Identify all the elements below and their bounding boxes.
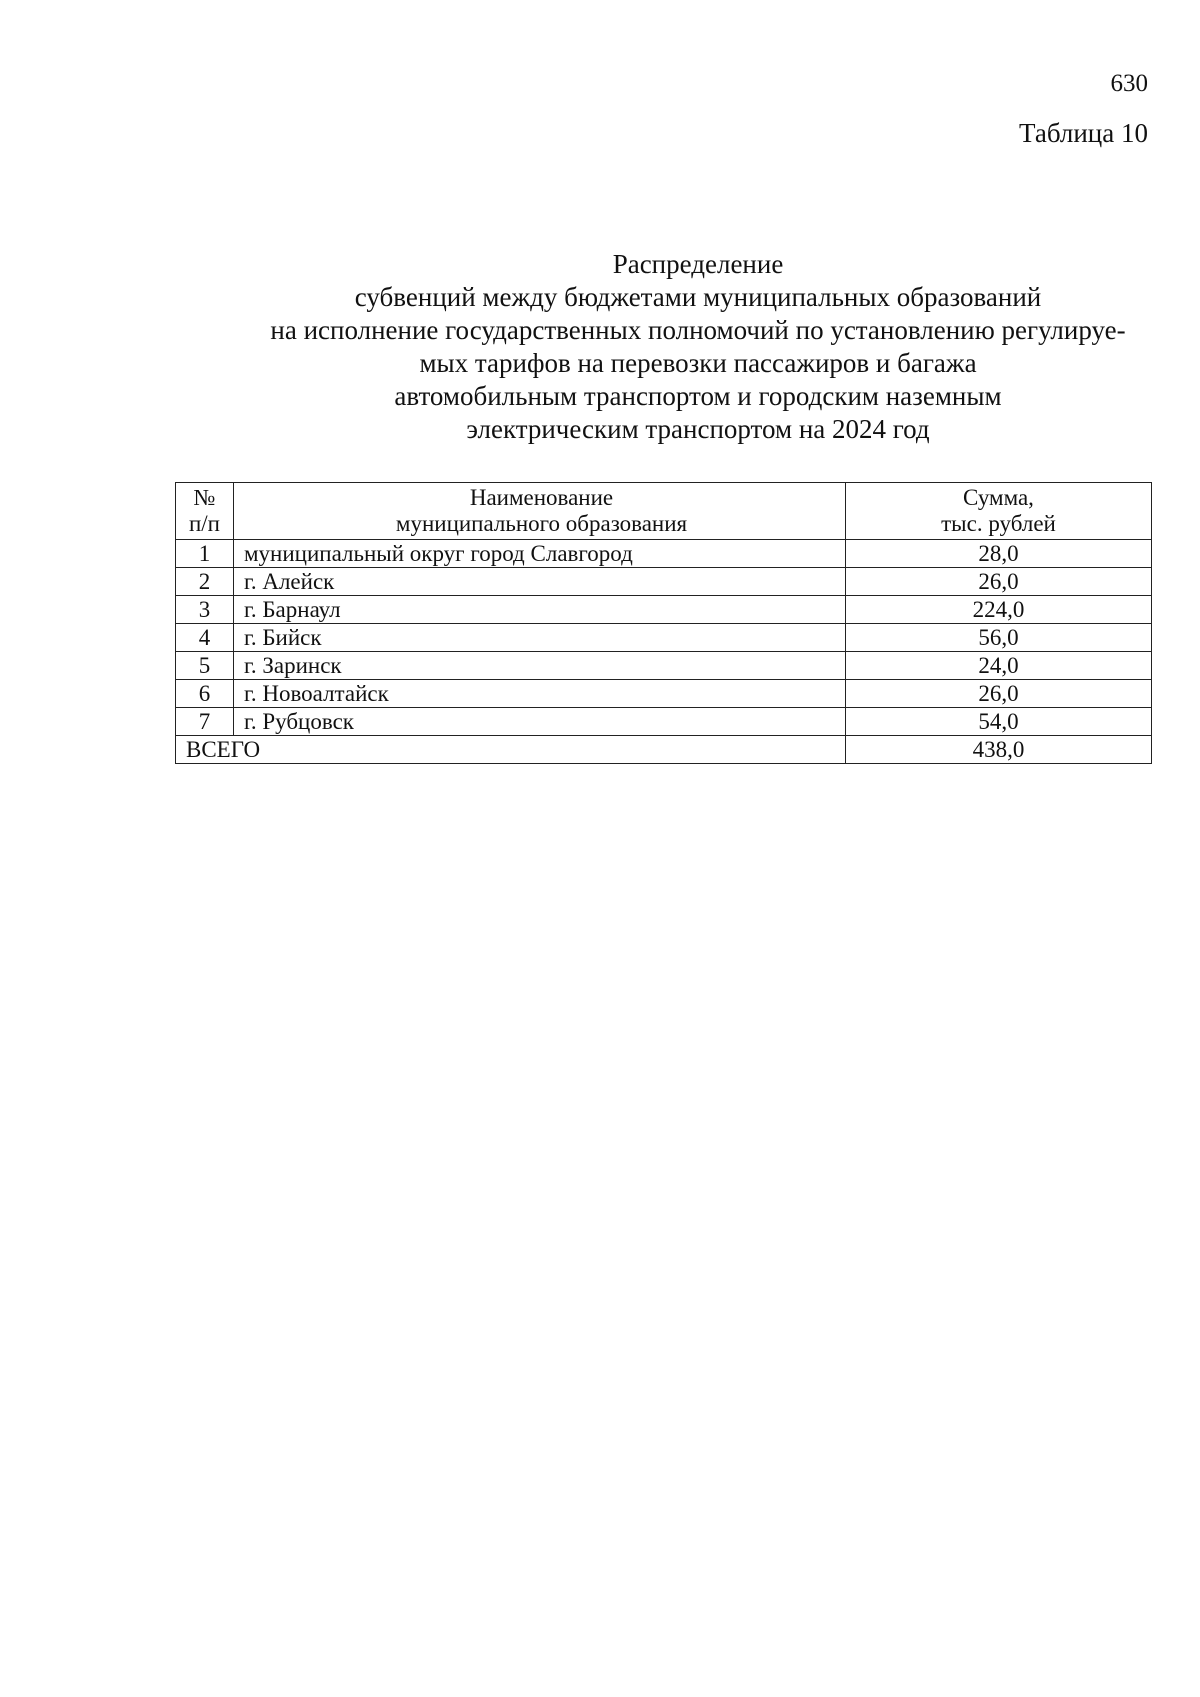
row-num: 5 xyxy=(176,652,234,680)
document-heading xyxy=(198,248,1198,446)
row-sum: 224,0 xyxy=(846,596,1152,624)
header-name-line: Наименование xyxy=(469,485,614,510)
row-sum: 24,0 xyxy=(846,652,1152,680)
row-num: 3 xyxy=(176,596,234,624)
table-row xyxy=(176,708,1152,736)
subvention-table xyxy=(175,482,1152,764)
table-total-row xyxy=(176,736,1152,764)
heading-line: Распределение xyxy=(612,249,784,279)
row-sum: 56,0 xyxy=(846,624,1152,652)
row-name: г. Заринск xyxy=(234,652,846,680)
table-row xyxy=(176,624,1152,652)
row-num: 2 xyxy=(176,568,234,596)
heading-line: на исполнение государственных полномочий по установлению регулируе- xyxy=(270,315,1126,345)
table-row xyxy=(176,680,1152,708)
total-sum: 438,0 xyxy=(846,736,1152,764)
table-row xyxy=(176,540,1152,568)
header-name xyxy=(234,483,846,540)
heading-line: субвенций между бюджетами муниципальных образований xyxy=(354,282,1042,312)
row-num: 1 xyxy=(176,540,234,568)
row-name: г. Алейск xyxy=(234,568,846,596)
table-row xyxy=(176,652,1152,680)
heading-line: электрическим транспортом на 2024 год xyxy=(466,414,930,444)
row-name: г. Барнаул xyxy=(234,596,846,624)
row-sum: 28,0 xyxy=(846,540,1152,568)
row-num: 4 xyxy=(176,624,234,652)
total-label: ВСЕГО xyxy=(176,736,846,764)
header-num-line: п/п xyxy=(188,511,220,536)
row-name: г. Новоалтайск xyxy=(234,680,846,708)
row-name: г. Бийск xyxy=(234,624,846,652)
heading-line: автомобильным транспортом и городским наземным xyxy=(394,381,1002,411)
table-label: Таблица 10 xyxy=(1019,118,1148,148)
row-num: 6 xyxy=(176,680,234,708)
row-sum: 26,0 xyxy=(846,680,1152,708)
row-name: муниципальный округ город Славгород xyxy=(234,540,846,568)
header-sum-line: Сумма, xyxy=(963,485,1034,510)
table-row xyxy=(176,596,1152,624)
row-sum: 26,0 xyxy=(846,568,1152,596)
header-num xyxy=(176,483,234,540)
table-row xyxy=(176,568,1152,596)
row-sum: 54,0 xyxy=(846,708,1152,736)
header-sum-line: тыс. рублей xyxy=(941,511,1056,536)
row-name: г. Рубцовск xyxy=(234,708,846,736)
page-number: 630 xyxy=(1110,70,1148,97)
header-sum xyxy=(846,483,1152,540)
header-name-line: муниципального образования xyxy=(395,511,688,536)
header-num-line: № xyxy=(193,485,216,510)
table-header-row xyxy=(176,483,1152,540)
row-num: 7 xyxy=(176,708,234,736)
heading-line: мых тарифов на перевозки пассажиров и багажа xyxy=(419,348,977,378)
